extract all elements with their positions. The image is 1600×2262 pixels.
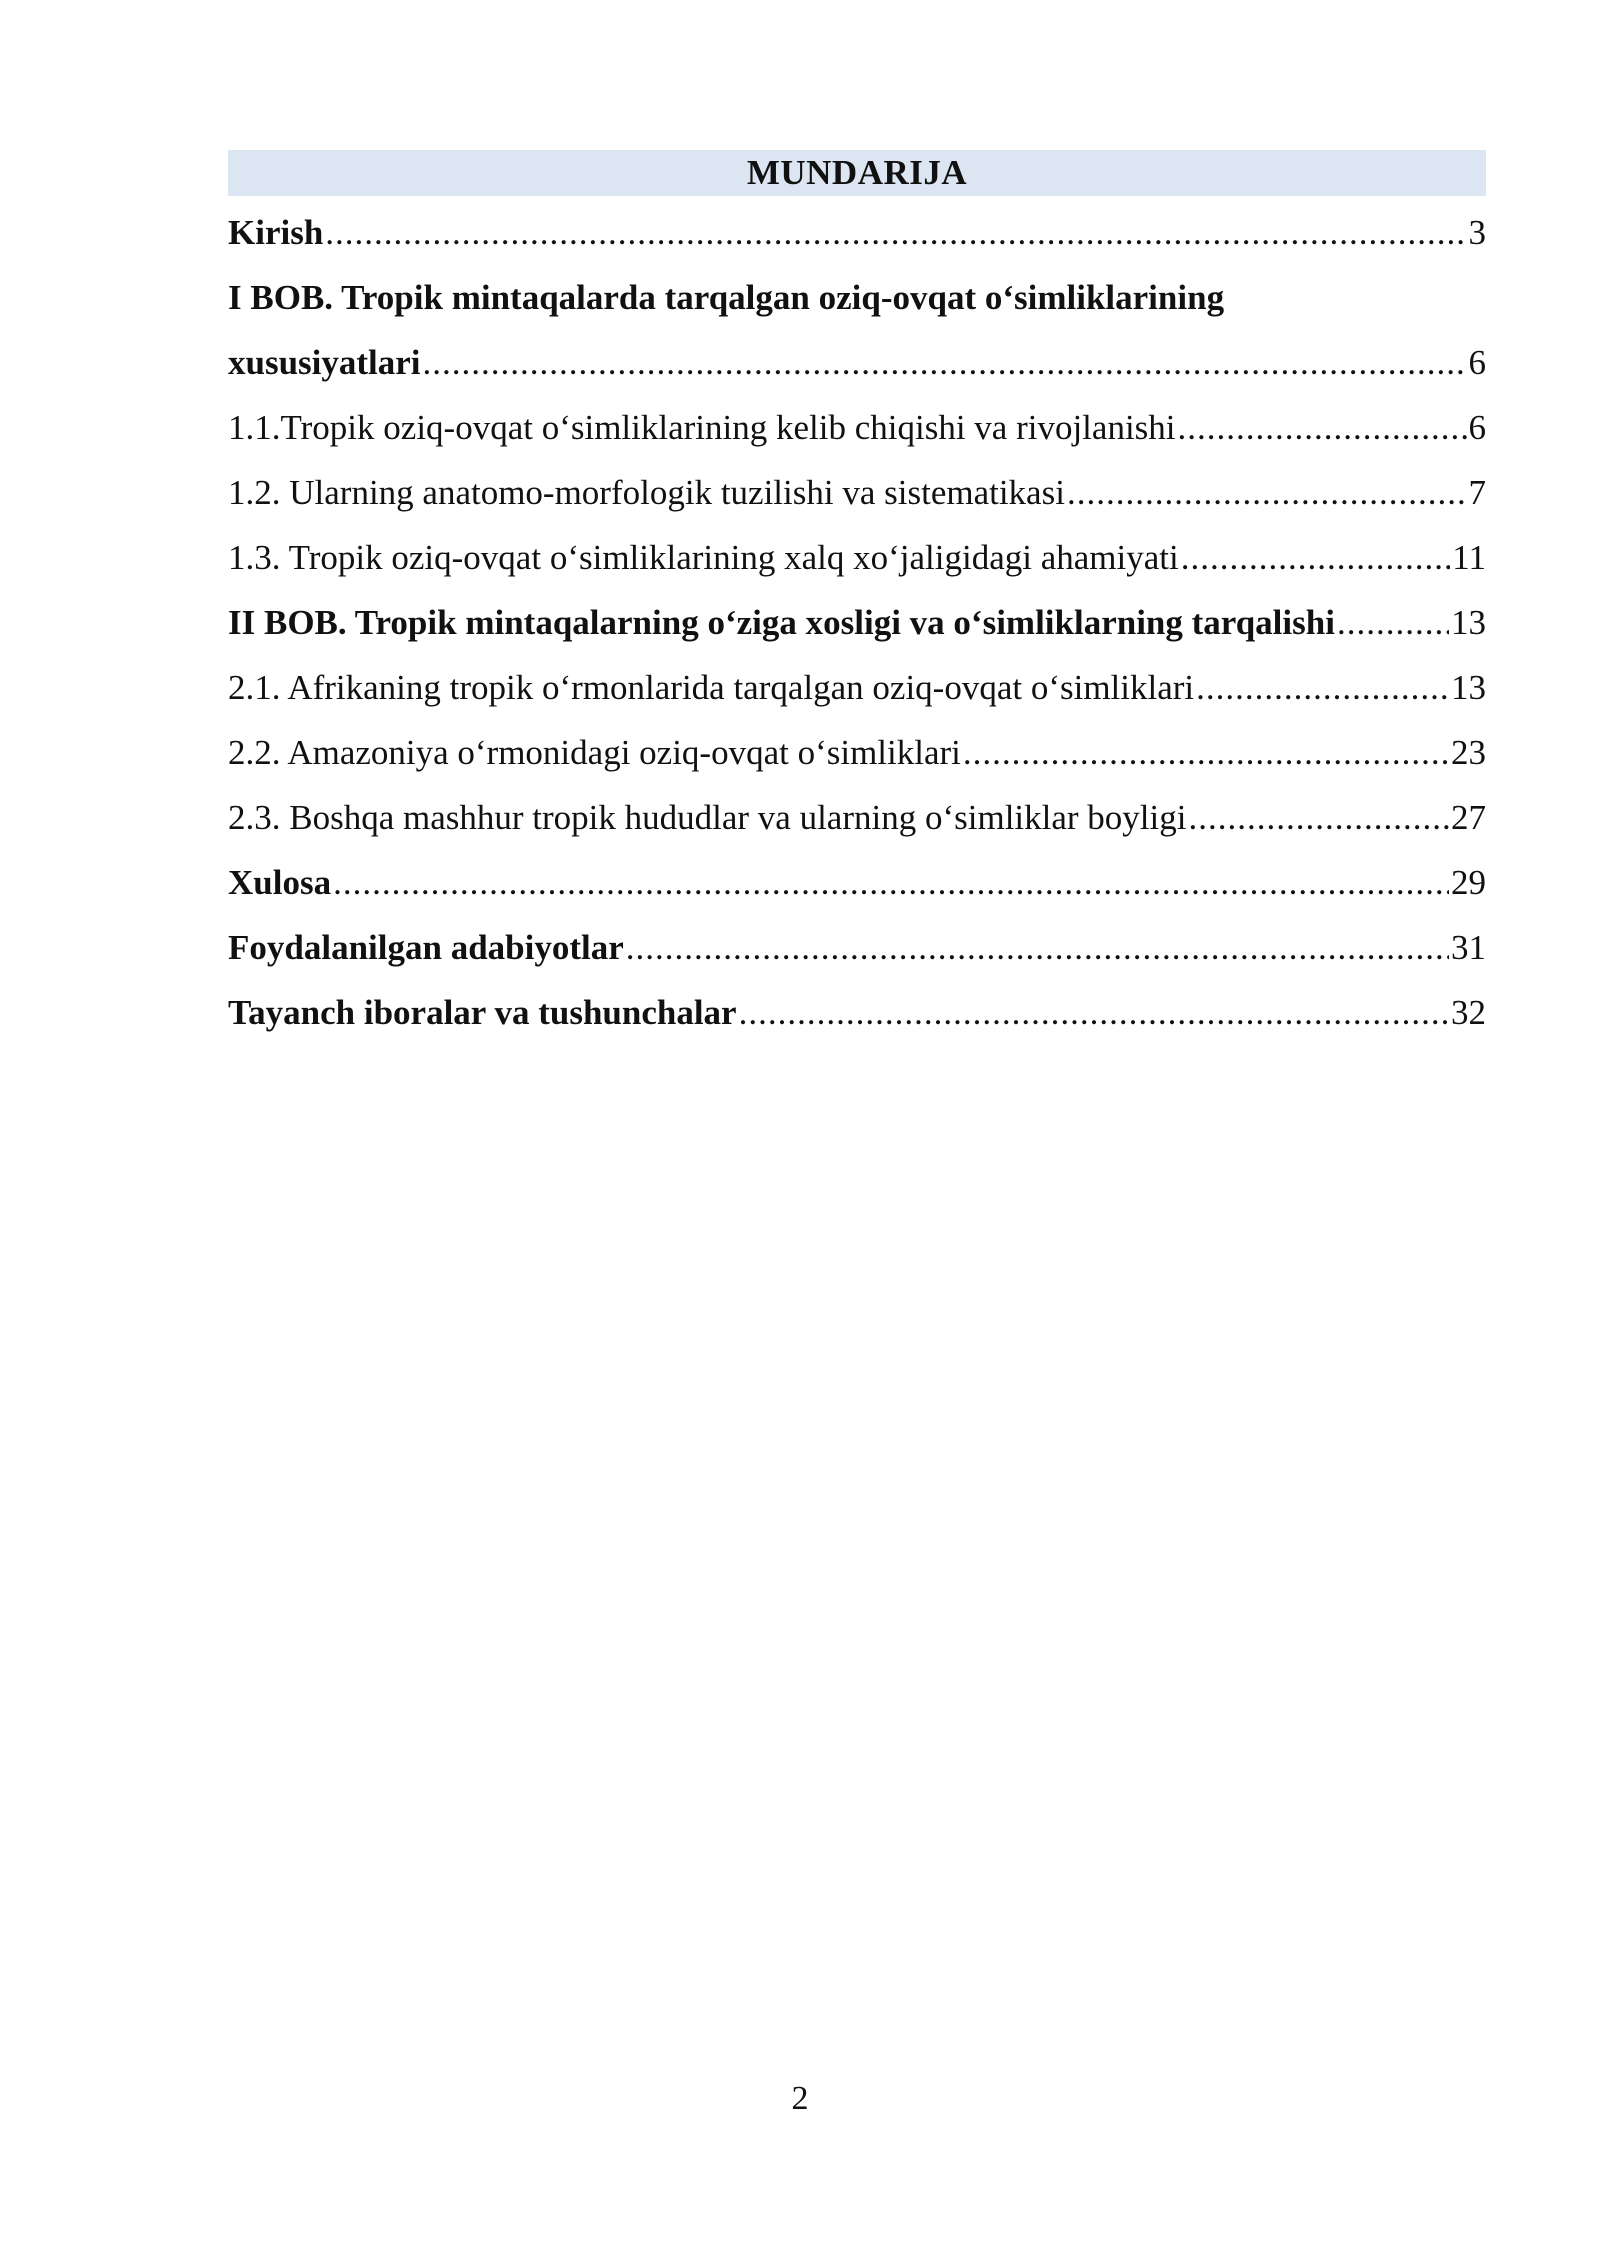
toc-entry-page: 27 (1451, 798, 1486, 837)
toc-entry-2-3[interactable] (228, 785, 1486, 850)
toc-entry-page: 6 (1468, 343, 1486, 382)
dot-leader (1181, 525, 1451, 590)
toc-entry-page: 3 (1468, 213, 1486, 252)
toc-heading: MUNDARIJA (228, 150, 1486, 196)
toc-entry-xulosa[interactable] (228, 850, 1486, 915)
toc-entry-page: 13 (1451, 603, 1486, 642)
toc-entry-1-1[interactable] (228, 395, 1486, 460)
toc-entry-chapter-1-line1[interactable]: I BOB. Tropik mintaqalarda tarqalgan oziq-ovqat o‘simliklarining (228, 278, 1225, 317)
toc-entry-page: 23 (1451, 733, 1486, 772)
dot-leader (739, 980, 1449, 1045)
dot-leader (325, 200, 1466, 265)
toc-entry-title: Tayanch iboralar va tushunchalar (228, 993, 737, 1032)
toc-entry-1-2[interactable] (228, 460, 1486, 525)
toc-entry-title: xususiyatlari (228, 343, 421, 382)
toc-entry-page: 32 (1451, 993, 1486, 1032)
dot-leader (1178, 395, 1467, 460)
toc-entry-title: 2.2. Amazoniya o‘rmonidagi oziq-ovqat o‘simliklari (228, 733, 961, 772)
toc-entry-page: 31 (1451, 928, 1486, 967)
toc-entry-page: 11 (1452, 538, 1486, 577)
toc-entry-title: Foydalanilgan adabiyotlar (228, 928, 624, 967)
dot-leader (423, 330, 1467, 395)
dot-leader (963, 720, 1449, 785)
toc-entry-kirish[interactable] (228, 200, 1486, 265)
toc-entry-tayanch-iboralar[interactable] (228, 980, 1486, 1045)
dot-leader (1188, 785, 1449, 850)
table-of-contents (228, 150, 1486, 1045)
toc-entry-title: Xulosa (228, 863, 332, 902)
toc-entry-page: 7 (1468, 473, 1486, 512)
dot-leader (1196, 655, 1449, 720)
toc-entry-chapter-1[interactable] (228, 330, 1486, 395)
dot-leader (333, 850, 1449, 915)
dot-leader (626, 915, 1449, 980)
toc-entry-2-2[interactable] (228, 720, 1486, 785)
toc-entry-page: 6 (1468, 408, 1486, 447)
toc-entry-2-1[interactable] (228, 655, 1486, 720)
toc-entry-title: 1.1.Tropik oziq-ovqat o‘simliklarining kelib chiqishi va rivojlanishi (228, 408, 1176, 447)
dot-leader (1067, 460, 1467, 525)
toc-entry-adabiyotlar[interactable] (228, 915, 1486, 980)
toc-entry-page: 29 (1451, 863, 1486, 902)
toc-entry-title: 2.1. Afrikaning tropik o‘rmonlarida tarqalgan oziq-ovqat o‘simliklari (228, 668, 1195, 707)
toc-entry-chapter-2[interactable] (228, 590, 1486, 655)
toc-entry-title: II BOB. Tropik mintaqalarning o‘ziga xosligi va o‘simliklarning tarqalishi (228, 603, 1335, 642)
toc-entry-1-3[interactable] (228, 525, 1486, 590)
toc-entry-title: 1.2. Ularning anatomo-morfologik tuzilishi va sistematikasi (228, 473, 1065, 512)
toc-entry-title: Kirish (228, 213, 324, 252)
toc-entry-title: 1.3. Tropik oziq-ovqat o‘simliklarining xalq xo‘jaligidagi ahamiyati (228, 538, 1179, 577)
page-number: 2 (791, 2080, 809, 2117)
dot-leader (1337, 590, 1449, 655)
toc-entry-title: 2.3. Boshqa mashhur tropik hududlar va ularning o‘simliklar boyligi (228, 798, 1187, 837)
toc-entry-page: 13 (1451, 668, 1486, 707)
